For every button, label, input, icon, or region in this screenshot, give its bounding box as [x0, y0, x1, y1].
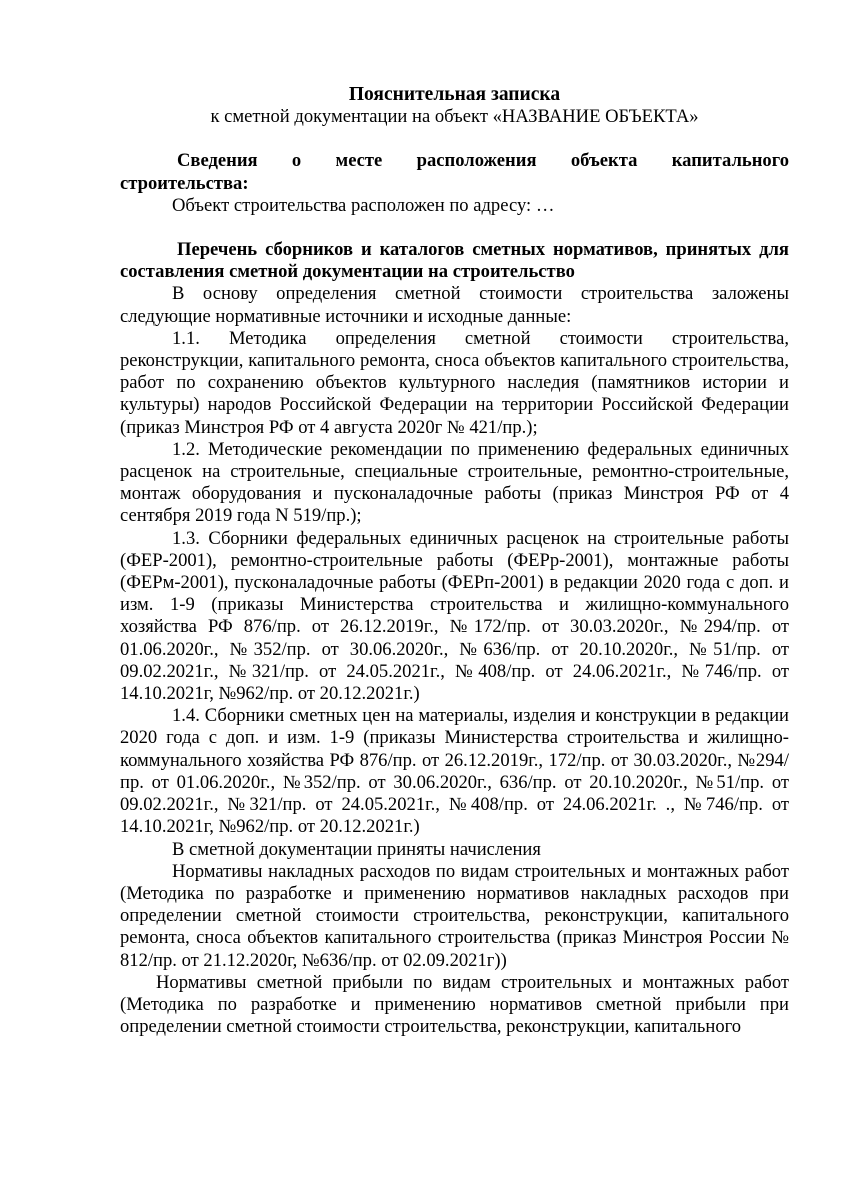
section-norms-intro: В основу определения сметной стоимости строительства заложены следующие нормативные источники и исходные данные:: [120, 283, 789, 327]
section-location-heading: Сведения о месте расположения объекта капитального строительства:: [120, 150, 789, 194]
list-item: 1.1. Методика определения сметной стоимости строительства, реконструкции, капитального ремонта, сноса объектов капитального строительства, работ по сохранению объектов культурного наследия (памятников истории и культуры) народов Российской Федерации на территории Российской Федерации (приказ Минстроя РФ от 4 августа 2020г № 421/пр.);: [120, 327, 789, 438]
document-subtitle: к сметной документации на объект «НАЗВАНИЕ ОБЪЕКТА»: [210, 106, 699, 128]
list-item: 1.4. Сборники сметных цен на материалы, изделия и конструкции в редакции 2020 года с доп. и изм. 1-9 (приказы Министерства строительства и жилищно-коммунального хозяйства РФ 876/пр. от 26.12.2019г., 172/пр. от 30.03.2020г., №294/пр. от 01.06.2020г., №352/пр. от 30.06.2020г., 636/пр. от 20.10.2020г., №51/пр. от 09.02.2021г., №321/пр. от 24.05.2021г., №408/пр. от 24.06.2021г. ., №746/пр. от 14.10.2021г, №962/пр. от 20.12.2021г.): [120, 705, 789, 838]
charges-intro: В сметной документации приняты начисления: [172, 838, 541, 860]
section-location-text: Объект строительства расположен по адресу: …: [172, 194, 555, 216]
document-title: Пояснительная записка: [348, 84, 561, 105]
section-norms-heading: Перечень сборников и каталогов сметных нормативов, принятых для составления сметной документации на строительство: [120, 239, 789, 283]
profit-paragraph: Нормативы сметной прибыли по видам строительных и монтажных работ (Методика по разработке и применению нормативов сметной прибыли при определении сметной стоимости строительства, реконструкции, капитального: [120, 971, 789, 1038]
document-page: [120, 80, 789, 1038]
list-item: 1.2. Методические рекомендации по применению федеральных единичных расценок на строительные, специальные строительные, ремонтно-строительные, монтаж оборудования и пусконаладочные работы (приказ Минстроя РФ от 4 сентября 2019 года N 519/пр.);: [120, 438, 789, 527]
overhead-paragraph: Нормативы накладных расходов по видам строительных и монтажных работ (Методика по разработке и применению нормативов накладных расходов при определении сметной стоимости строительства, реконструкции, капитального ремонта, сноса объектов капитального строительства (приказ Минстроя России № 812/пр. от 21.12.2020г, №636/пр. от 02.09.2021г)): [120, 860, 789, 971]
list-item: 1.3. Сборники федеральных единичных расценок на строительные работы (ФЕР-2001), ремонтно-строительные работы (ФЕРр-2001), монтажные работы (ФЕРм-2001), пусконаладочные работы (ФЕРп-2001) в редакции 2020 года с доп. и изм. 1-9 (приказы Министерства строительства и жилищно-коммунального хозяйства РФ 876/пр. от 26.12.2019г., №172/пр. от 30.03.2020г., №294/пр. от 01.06.2020г., №352/пр. от 30.06.2020г., №636/пр. от 20.10.2020г., №51/пр. от 09.02.2021г., №321/пр. от 24.05.2021г., №408/пр. от 24.06.2021г., №746/пр. от 14.10.2021г, №962/пр. от 20.12.2021г.): [120, 527, 789, 705]
